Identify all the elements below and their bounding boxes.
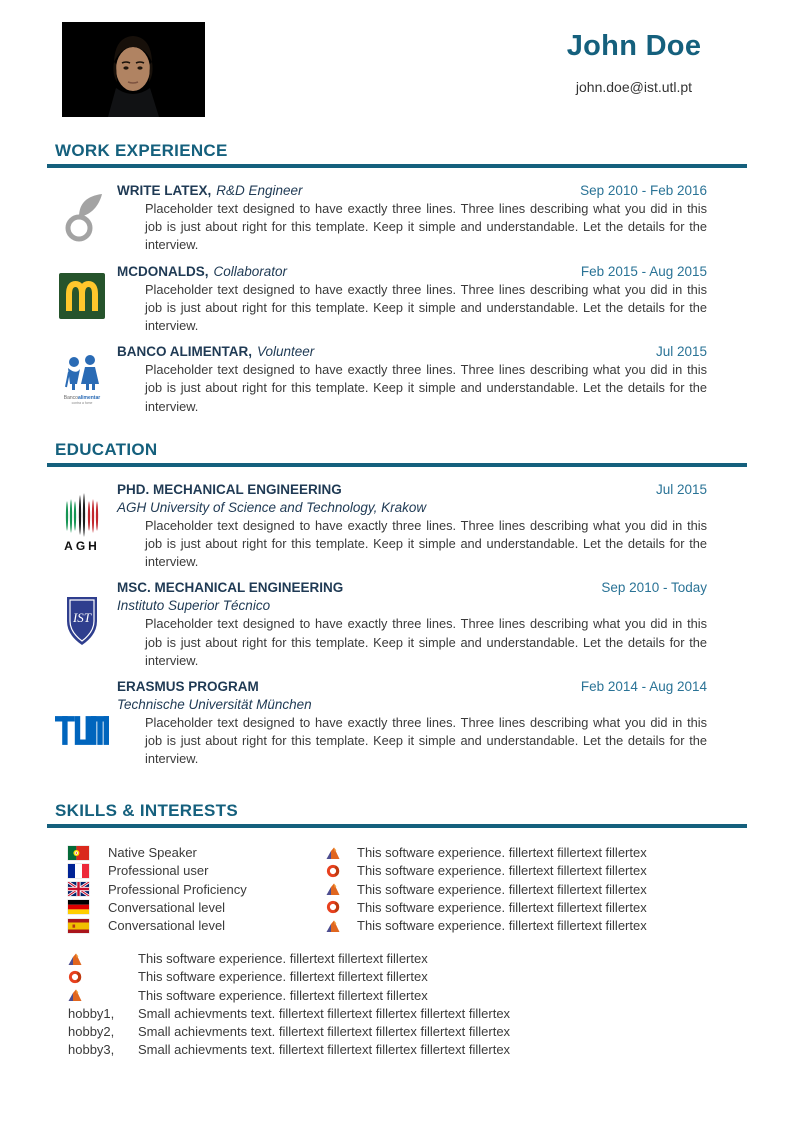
education-entry xyxy=(47,481,747,572)
banco-alimentar-logo-icon xyxy=(47,343,117,416)
hobby-text: Small achievments text. fillertext fillertext fillertex fillertext fillertex xyxy=(138,1042,511,1058)
work-entry xyxy=(47,343,747,416)
section-education xyxy=(47,440,747,769)
institution-name: Instituto Superior Técnico xyxy=(117,598,271,614)
matlab-icon xyxy=(326,845,341,860)
identity-block xyxy=(529,30,739,95)
job-role: Volunteer xyxy=(257,344,315,360)
hobby-label: hobby2, xyxy=(68,1023,115,1039)
job-role: Collaborator xyxy=(213,263,288,279)
work-entry xyxy=(47,263,747,336)
hobby-row xyxy=(68,1022,747,1040)
language-level: Native Speaker xyxy=(108,845,197,861)
office-icon xyxy=(326,863,341,878)
tum-logo-icon xyxy=(47,678,117,769)
employer-name: BANCO ALIMENTAR, xyxy=(117,344,252,360)
language-level: Professional user xyxy=(108,863,209,879)
hobby-label: hobby3, xyxy=(68,1042,115,1058)
software-row xyxy=(326,844,747,862)
software-row xyxy=(68,950,747,968)
hobby-label: hobby1, xyxy=(68,1005,115,1021)
language-row xyxy=(68,916,326,934)
agh-university-logo-icon xyxy=(47,481,117,572)
institution-name: AGH University of Science and Technology, Krakow xyxy=(117,499,427,515)
france-flag-icon xyxy=(68,864,89,878)
date-range: Feb 2014 - Aug 2014 xyxy=(580,679,707,695)
svg-text:Bancoalimentar: Bancoalimentar xyxy=(63,395,101,402)
section-rule xyxy=(47,164,747,168)
spain-flag-icon xyxy=(68,919,89,933)
language-level: Conversational level xyxy=(108,918,226,933)
ist-shield-logo-icon xyxy=(47,579,117,670)
software-experience-text: This software experience. fillertext fillertext fillertex xyxy=(357,881,647,897)
language-row xyxy=(68,844,326,862)
date-range: Sep 2010 - Feb 2016 xyxy=(580,183,707,198)
software-experience-text: This software experience. fillertext fillertext fillertex xyxy=(357,845,647,861)
cv-header xyxy=(0,0,794,117)
languages-column xyxy=(68,844,326,935)
software-column xyxy=(326,844,747,935)
software-row xyxy=(68,986,747,1004)
svg-text:IST: IST xyxy=(72,610,92,626)
matlab-icon xyxy=(68,988,83,1003)
office-icon xyxy=(68,969,83,984)
software-experience-text: This software experience. fillertext fillertext fillertex xyxy=(138,951,428,967)
institution-name: Technische Universität München xyxy=(117,697,312,713)
degree-name: ERASMUS PROGRAM xyxy=(117,679,259,695)
date-range: Jul 2015 xyxy=(655,481,707,497)
software-experience-text: This software experience. fillertext fillertext fillertex xyxy=(357,918,647,933)
matlab-icon xyxy=(68,951,83,966)
hobby-row xyxy=(68,1041,747,1059)
software-experience-text: This software experience. fillertext fillertext fillertex xyxy=(357,863,647,879)
portrait-image xyxy=(62,22,205,117)
software-experience-text: This software experience. fillertext fillertext fillertex xyxy=(138,969,428,985)
software-row xyxy=(68,968,747,986)
degree-name: MSC. MECHANICAL ENGINEERING xyxy=(117,580,344,596)
software-row xyxy=(326,880,747,898)
section-rule xyxy=(47,824,747,828)
mcdonalds-logo-icon xyxy=(47,263,117,336)
matlab-icon xyxy=(326,918,341,933)
language-level: Conversational level xyxy=(108,899,226,915)
section-rule xyxy=(47,463,747,467)
language-row xyxy=(68,880,326,898)
section-skills-interests xyxy=(47,801,747,1059)
office-icon xyxy=(326,900,341,915)
germany-flag-icon xyxy=(68,900,89,914)
education-entry xyxy=(47,579,747,670)
svg-text:AGH: AGH xyxy=(64,538,100,553)
hobby-text: Small achievments text. fillertext fillertext fillertex fillertext fillertex xyxy=(138,1005,511,1021)
education-description: Placeholder text designed to have exactly three lines. Three lines describing what you did in this job is just about right for this template. Keep it simple and understandable. Let the details for the interview. xyxy=(145,715,707,767)
date-range: Jul 2015 xyxy=(655,344,707,360)
job-description: Placeholder text designed to have exactly three lines. Three lines describing what you did in this job is just about right for this template. Keep it simple and understandable. Let the details for the interview. xyxy=(145,281,707,334)
person-name: John Doe xyxy=(566,30,702,62)
work-entry xyxy=(47,182,747,255)
language-row xyxy=(68,862,326,880)
language-row xyxy=(68,898,326,916)
education-entry xyxy=(47,678,747,769)
hobby-text: Small achievments text. fillertext fillertext fillertex fillertext fillertex xyxy=(138,1023,511,1039)
profile-photo xyxy=(62,22,205,117)
job-role: R&D Engineer xyxy=(216,183,303,198)
date-range: Feb 2015 - Aug 2015 xyxy=(580,263,707,279)
education-description: Placeholder text designed to have exactly three lines. Three lines describing what you did in this job is just about right for this template. Keep it simple and understandable. Let the details for the interview. xyxy=(145,616,707,668)
hobby-row xyxy=(68,1004,747,1022)
education-section-heading: EDUCATION xyxy=(55,439,158,459)
software-experience-text: This software experience. fillertext fillertext fillertex xyxy=(357,899,647,915)
interests-list xyxy=(47,950,747,1059)
email-address[interactable]: john.doe@ist.utl.pt xyxy=(575,79,693,95)
writelatex-leaf-icon xyxy=(47,182,117,255)
uk-flag-icon xyxy=(68,882,89,896)
date-range: Sep 2010 - Today xyxy=(601,580,707,596)
skills-grid xyxy=(47,844,747,935)
employer-name: WRITE LATEX, xyxy=(117,183,212,198)
job-description: Placeholder text designed to have exactly three lines. Three lines describing what you did in this job is just about right for this template. Keep it simple and understandable. Let the details for the interview. xyxy=(145,362,707,414)
software-experience-text: This software experience. fillertext fillertext fillertex xyxy=(138,987,428,1003)
employer-name: MCDONALDS, xyxy=(117,263,209,279)
degree-name: PHD. MECHANICAL ENGINEERING xyxy=(117,481,342,497)
work-section-heading: WORK EXPERIENCE xyxy=(55,141,228,160)
software-row xyxy=(326,898,747,916)
section-work-experience xyxy=(47,141,747,416)
software-row xyxy=(326,862,747,880)
cv-content xyxy=(47,141,747,1059)
language-level: Professional Proficiency xyxy=(108,881,247,897)
svg-text:contra a fome: contra a fome xyxy=(71,401,93,406)
portugal-flag-icon xyxy=(68,846,89,860)
skills-section-heading: SKILLS & INTERESTS xyxy=(55,800,238,820)
job-description: Placeholder text designed to have exactly three lines. Three lines describing what you did in this job is just about right for this template. Keep it simple and understandable. Let the details for the interview. xyxy=(145,201,707,253)
education-description: Placeholder text designed to have exactly three lines. Three lines describing what you did in this job is just about right for this template. Keep it simple and understandable. Let the details for the interview. xyxy=(145,517,707,570)
matlab-icon xyxy=(326,882,341,897)
software-row xyxy=(326,916,747,934)
